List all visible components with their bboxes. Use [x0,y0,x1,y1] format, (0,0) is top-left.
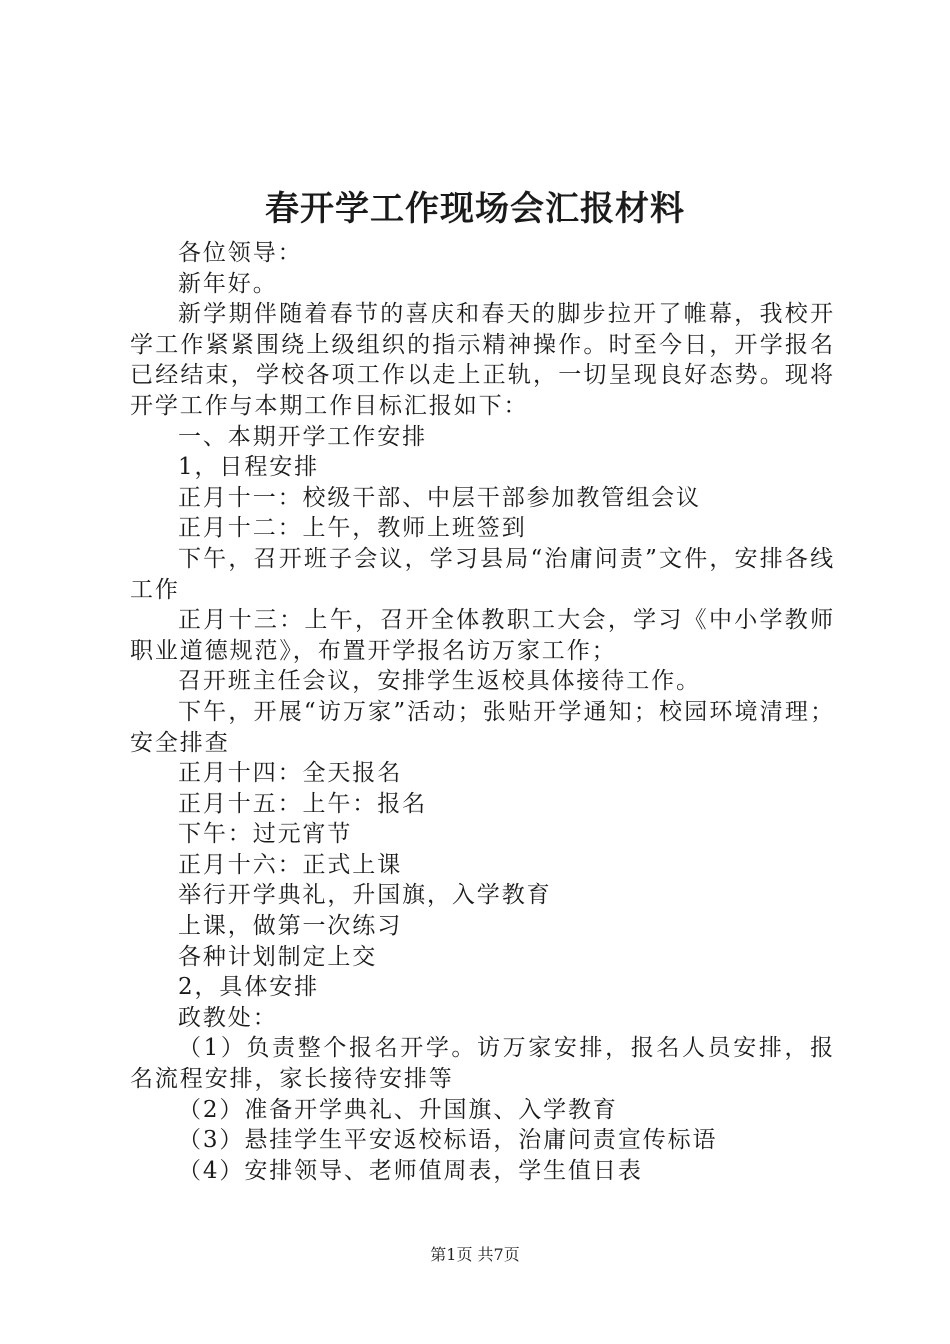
document-title: 春开学工作现场会汇报材料 [265,189,685,229]
paragraph: 上课，做第一次练习 [178,913,403,940]
paragraph: （3）悬挂学生平安返校标语，治庸问责宣传标语 [178,1127,718,1154]
document-body [130,238,835,1186]
paragraph: 正月十三：上午，召开全体教职工大会，学习《中小学教师职业道德规范》，布置开学报名访万家工作； [130,607,835,664]
paragraph: （1）负责整个报名开学。访万家安排，报名人员安排，报名流程安排，家长接待安排等 [130,1035,835,1093]
paragraph: 举行开学典礼，升国旗，入学教育 [178,882,552,909]
paragraph: 下午，开展“访万家”活动；张贴开学通知；校园环境清理；安全排查 [130,698,835,756]
page-footer: 第1页 共7页 [430,1245,520,1264]
paragraph: 2，具体安排 [178,974,320,1001]
paragraph: 各种计划制定上交 [178,943,378,970]
paragraph: 召开班主任会议，安排学生返校具体接待工作。 [178,668,701,695]
paragraph: 正月十一：校级干部、中层干部参加教管组会议 [178,484,701,511]
paragraph: 下午：过元宵节 [178,821,353,848]
paragraph: （4）安排领导、老师值周表，学生值日表 [178,1157,643,1184]
paragraph: 新学期伴随着春节的喜庆和春天的脚步拉开了帷幕，我校开学工作紧紧围绕上级组织的指示精神操作。时至今日，开学报名已经结束，学校各项工作以走上正轨，一切呈现良好态势。现将开学工作与本期工作目标汇报如下： [130,301,835,419]
paragraph: 下午，召开班子会议，学习县局“治庸问责”文件，安排各线工作 [130,545,835,603]
paragraph: 各位领导： [178,240,303,266]
paragraph: 新年好。 [178,270,278,297]
paragraph: 正月十五：上午：报名 [178,790,427,817]
paragraph: 正月十二：上午，教师上班签到 [178,515,527,542]
paragraph: 政教处： [178,1004,278,1031]
paragraph: 1，日程安排 [178,454,320,481]
paragraph: 一、本期开学工作安排 [178,423,427,450]
paragraph: 正月十六：正式上课 [178,851,403,878]
paragraph: （2）准备开学典礼、升国旗、入学教育 [178,1096,618,1123]
paragraph: 正月十四：全天报名 [178,760,403,787]
